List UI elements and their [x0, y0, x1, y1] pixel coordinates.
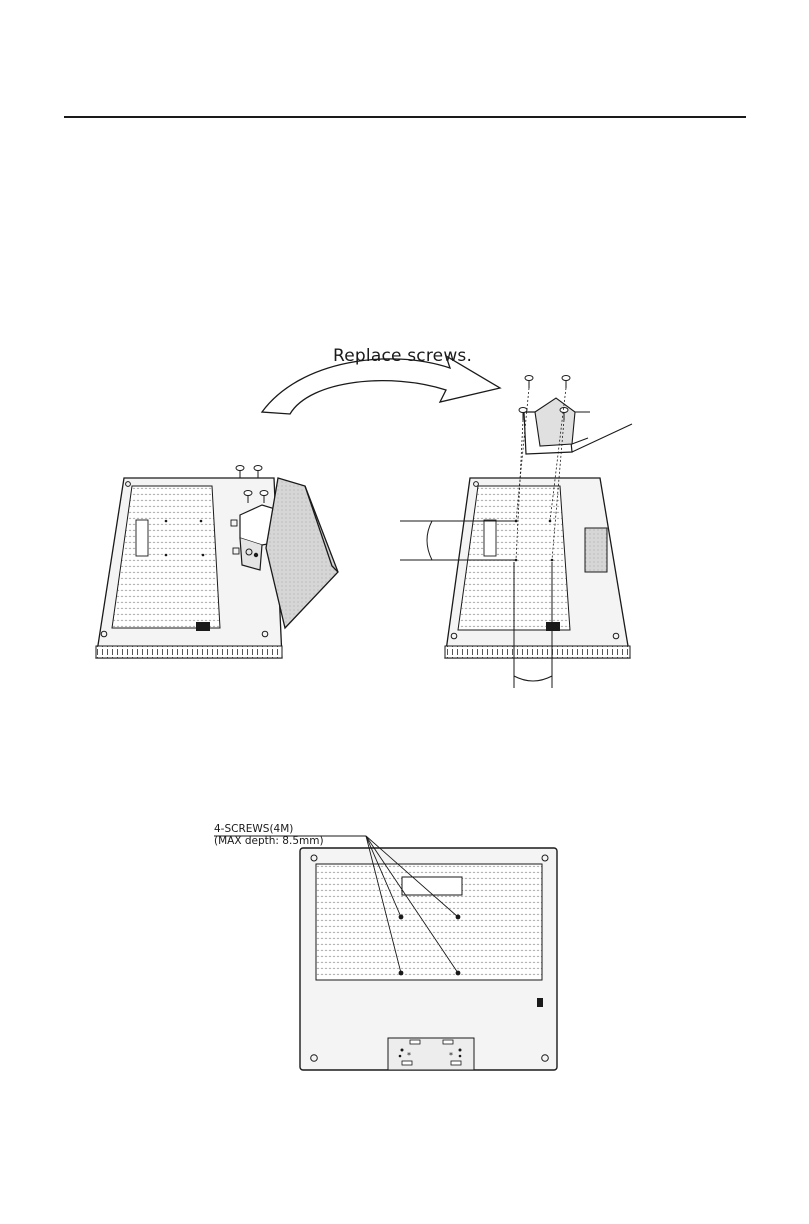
svg-text:*: * — [449, 1051, 453, 1060]
monitor-rear-view — [214, 836, 557, 1070]
screw-spec-line1: 4-SCREWS(4M) — [214, 823, 294, 835]
monitor-without-stand — [400, 376, 632, 689]
replace-screws-caption: Replace screws. — [333, 346, 473, 366]
screw-spec-label — [214, 823, 324, 847]
svg-text:*: * — [407, 1051, 411, 1060]
monitor-with-stand — [96, 466, 338, 659]
screw-spec-line2: (MAX depth: 8.5mm) — [214, 835, 324, 847]
